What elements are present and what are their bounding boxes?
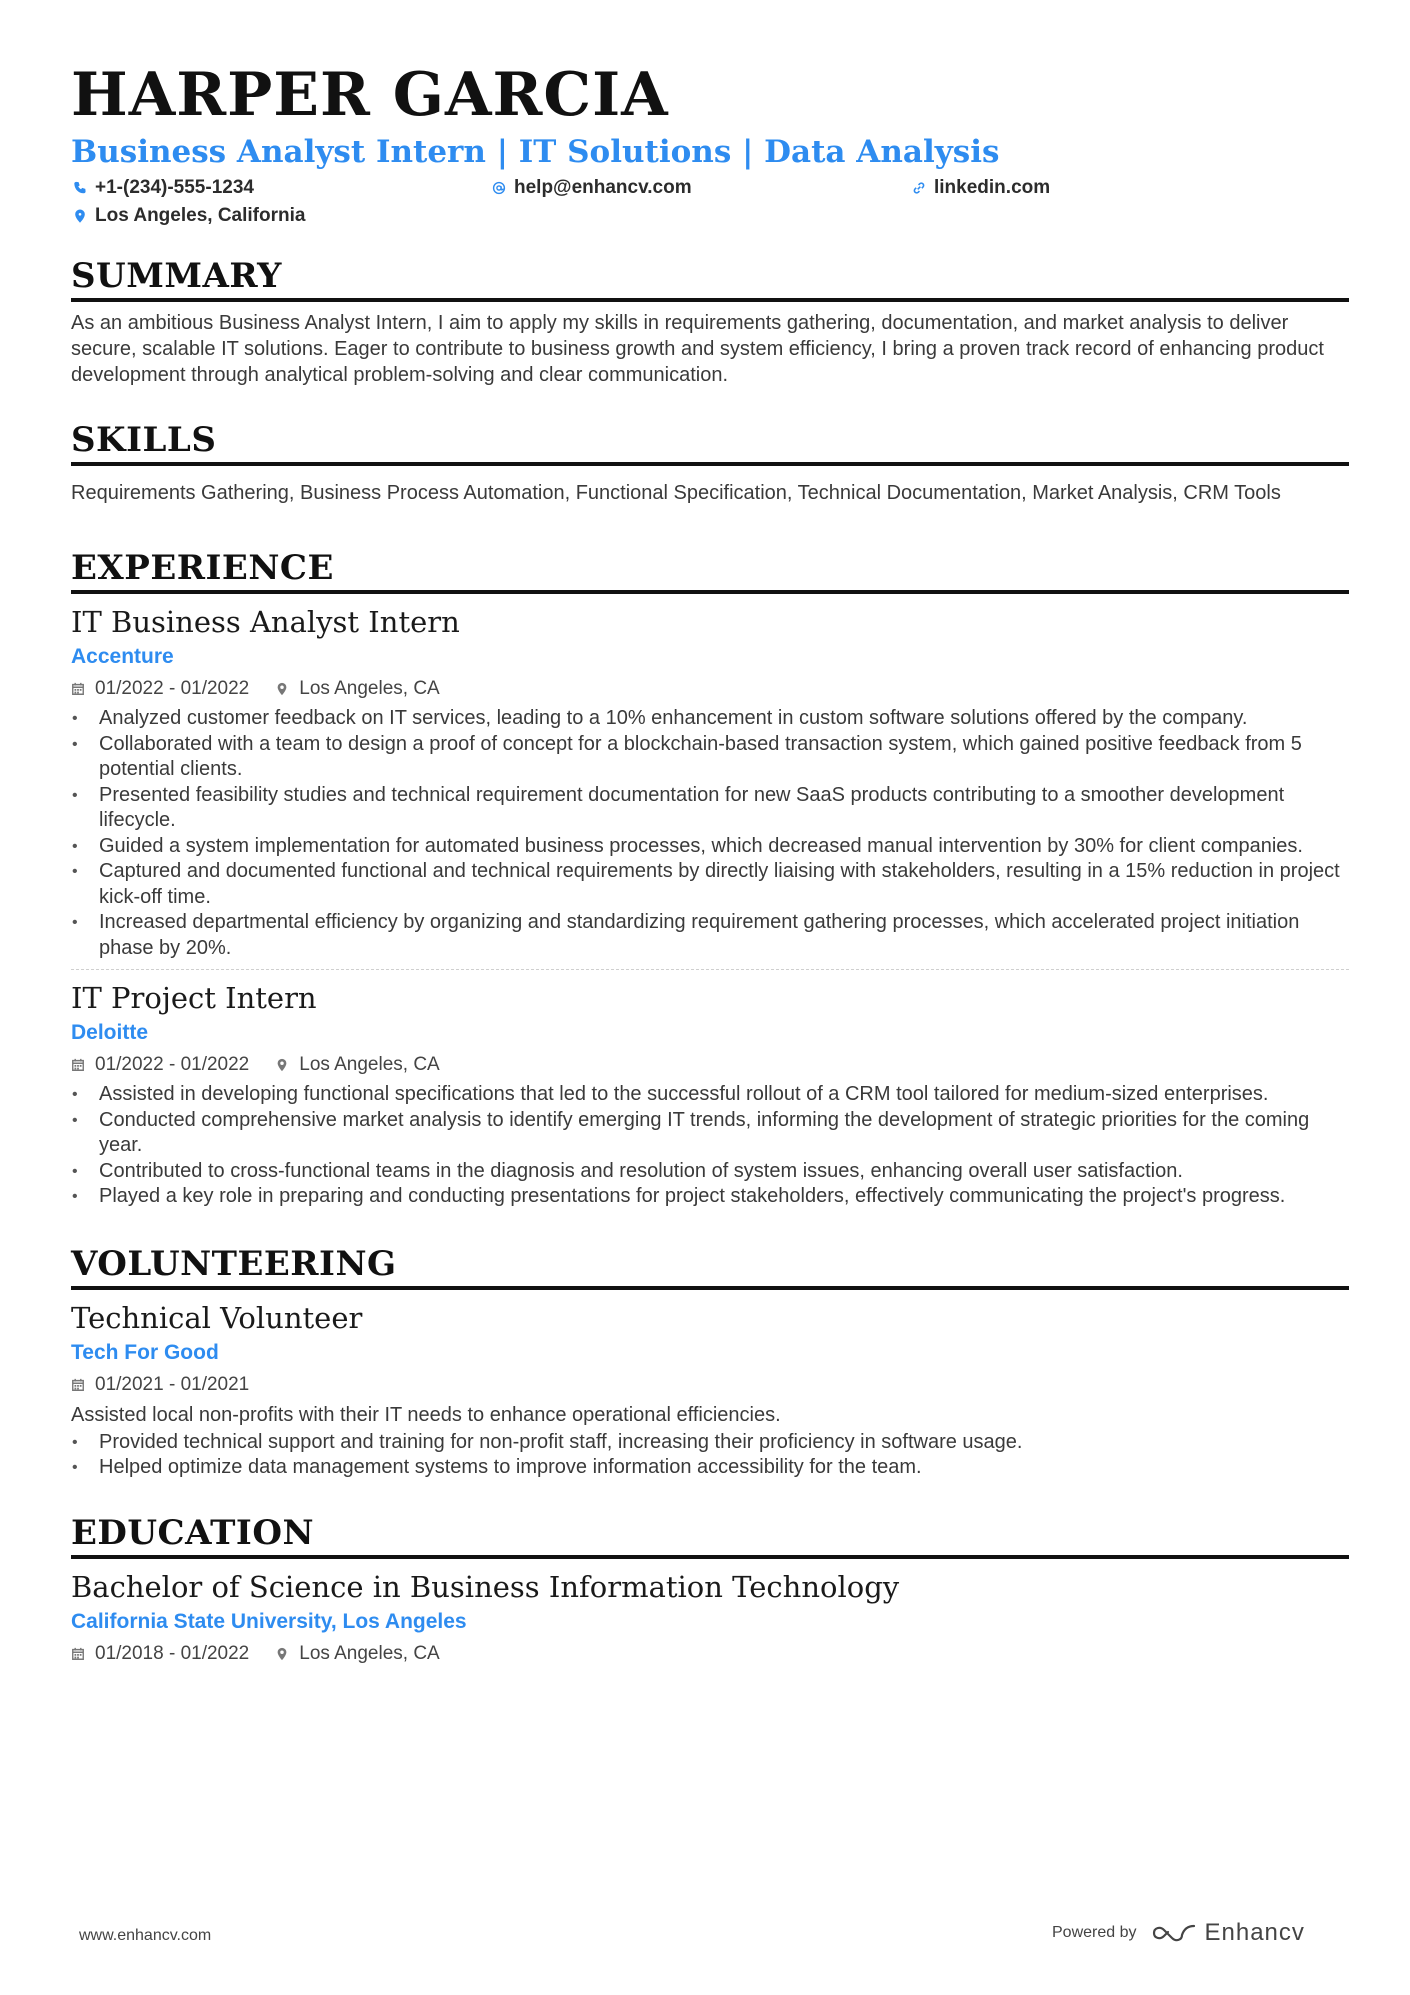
job-location — [275, 676, 439, 702]
location-pin-icon — [275, 1647, 289, 1661]
volunteer-description: Assisted local non-profits with their IT needs to enhance operational efficiencies. — [71, 1403, 781, 1426]
bullet-item: • Presented feasibility studies and technical requirement documentation for new SaaS products contributing to a smoother development lifecycle. — [71, 783, 1349, 834]
brand-text: Enhancv — [1204, 1919, 1305, 1946]
education-school: California State University, Los Angeles — [71, 1609, 467, 1633]
linkedin-text: linkedin.com — [934, 177, 1051, 198]
location-text: Los Angeles, California — [95, 205, 306, 226]
contact-email[interactable] — [492, 176, 692, 200]
job-dates — [71, 1052, 249, 1078]
volunteer-org: Tech For Good — [71, 1340, 219, 1364]
footer-website[interactable]: www.enhancv.com — [79, 1927, 212, 1944]
location-pin-icon — [275, 682, 289, 696]
job-company: Accenture — [71, 645, 174, 668]
education-location — [275, 1641, 439, 1667]
contact-location — [73, 204, 305, 228]
enhancv-logo-icon — [1151, 1920, 1197, 1946]
bullet-item: • Captured and documented functional and technical requirements by directly liaising with stakeholders, resulting in a 15% reduction in project kick-off time. — [71, 859, 1349, 910]
bullet-item: • Contributed to cross-functional teams in the diagnosis and resolution of system issues, enhancing overall user satisfaction. — [71, 1159, 1349, 1185]
job-role: IT Business Analyst Intern — [71, 605, 460, 639]
resume-page — [71, 58, 1349, 1667]
job-entry — [71, 604, 1349, 961]
volunteer-bullets — [71, 1430, 1349, 1481]
job-meta — [71, 1052, 1349, 1078]
job-bullets — [71, 1082, 1349, 1210]
bullet-item: • Conducted comprehensive market analysis to identify emerging IT trends, informing the development of strategic priorities for the coming year. — [71, 1108, 1349, 1159]
bullet-item: • Helped optimize data management systems to improve information accessibility for the team. — [71, 1455, 1349, 1481]
experience-title: EXPERIENCE — [71, 548, 1349, 594]
skills-section — [71, 420, 1349, 506]
footer-branding[interactable] — [1052, 1919, 1305, 1947]
volunteering-title: VOLUNTEERING — [71, 1244, 1349, 1290]
volunteer-dates-text: 01/2021 - 01/2021 — [95, 1373, 250, 1395]
job-entry — [71, 980, 1349, 1210]
job-divider — [71, 969, 1349, 970]
bullet-item: • Collaborated with a team to design a proof of concept for a blockchain-based transaction system, which gained positive feedback from 5 potential clients. — [71, 732, 1349, 783]
job-location — [275, 1052, 439, 1078]
calendar-icon — [71, 1378, 85, 1392]
email-text: help@enhancv.com — [514, 177, 692, 198]
link-icon — [912, 181, 926, 195]
volunteering-section — [71, 1244, 1349, 1481]
job-role: IT Project Intern — [71, 981, 317, 1015]
summary-section — [71, 256, 1349, 388]
education-degree: Bachelor of Science in Business Information Technology — [71, 1569, 900, 1604]
location-pin-icon — [275, 1058, 289, 1072]
enhancv-logo — [1151, 1919, 1305, 1947]
job-dates-text: 01/2022 - 01/2022 — [95, 678, 250, 699]
candidate-headline: Business Analyst Intern | IT Solutions | Data Analysis — [71, 134, 1000, 170]
job-location-text: Los Angeles, CA — [299, 1054, 440, 1075]
bullet-item: • Analyzed customer feedback on IT services, leading to a 10% enhancement in custom software solutions offered by the company. — [71, 706, 1349, 732]
phone-text: +1-(234)-555-1234 — [95, 177, 254, 198]
calendar-icon — [71, 682, 85, 696]
contact-info — [71, 176, 1349, 234]
education-section — [71, 1513, 1349, 1667]
location-pin-icon — [73, 209, 87, 223]
job-company: Deloitte — [71, 1021, 149, 1044]
education-dates-text: 01/2018 - 01/2022 — [95, 1642, 250, 1664]
job-dates — [71, 676, 249, 702]
job-bullets — [71, 706, 1349, 961]
bullet-item: • Increased departmental efficiency by organizing and standardizing requirement gathering processes, which accelerated project initiation phase by 20%. — [71, 910, 1349, 961]
education-dates — [71, 1641, 249, 1667]
phone-icon — [73, 181, 87, 195]
volunteer-role: Technical Volunteer — [71, 1300, 363, 1335]
experience-section — [71, 548, 1349, 1210]
volunteer-dates — [71, 1372, 249, 1398]
job-meta — [71, 676, 1349, 702]
candidate-name: HARPER GARCIA — [71, 60, 669, 130]
contact-linkedin[interactable] — [912, 176, 1050, 200]
volunteer-meta — [71, 1372, 1349, 1398]
contact-phone[interactable] — [73, 176, 254, 200]
summary-text: As an ambitious Business Analyst Intern, I aim to apply my skills in requirements gathering, documentation, and market analysis to deliver secure, scalable IT solutions. Eager to contribute to business growth and system efficiency, I bring a proven track record of enhancing product development through analytical problem-solving and clear communication. — [71, 312, 1324, 386]
bullet-item: • Provided technical support and training for non-profit staff, increasing their proficiency in software usage. — [71, 1430, 1349, 1456]
bullet-item: • Guided a system implementation for automated business processes, which decreased manual intervention by 30% for client companies. — [71, 834, 1349, 860]
calendar-icon — [71, 1058, 85, 1072]
job-location-text: Los Angeles, CA — [299, 678, 440, 699]
calendar-icon — [71, 1647, 85, 1661]
bullet-item: • Assisted in developing functional specifications that led to the successful rollout of a CRM tool tailored for medium-sized enterprises. — [71, 1082, 1349, 1108]
education-location-text: Los Angeles, CA — [299, 1642, 440, 1664]
powered-by-label: Powered by — [1052, 1924, 1137, 1941]
bullet-item: • Played a key role in preparing and conducting presentations for project stakeholders, effectively communicating the project's progress. — [71, 1184, 1349, 1210]
summary-title: SUMMARY — [71, 256, 1349, 302]
job-dates-text: 01/2022 - 01/2022 — [95, 1054, 250, 1075]
education-meta — [71, 1641, 1349, 1667]
education-title: EDUCATION — [71, 1513, 1349, 1559]
skills-title: SKILLS — [71, 420, 1349, 466]
skills-text: Requirements Gathering, Business Process Automation, Functional Specification, Technical Documentation, Market Analysis, CRM Tools — [71, 482, 1281, 504]
at-icon — [492, 181, 506, 195]
